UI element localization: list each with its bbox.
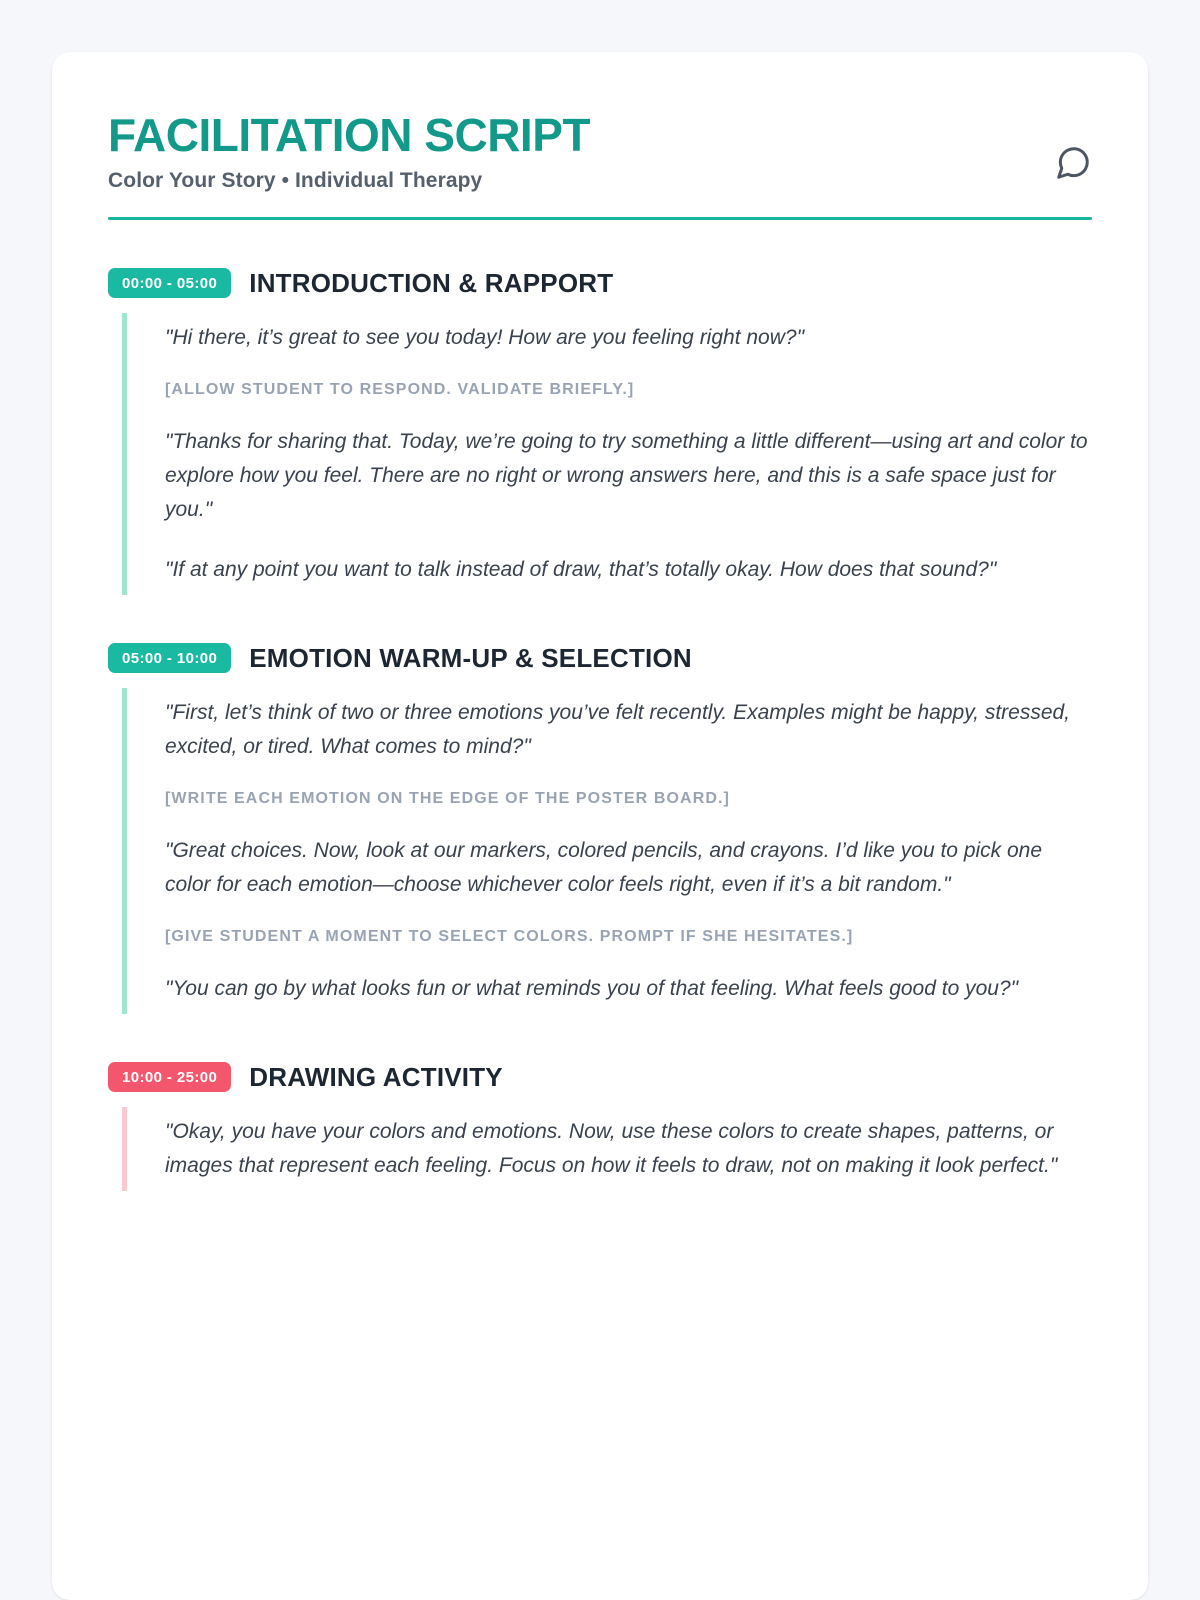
script-line: "Hi there, it’s great to see you today! How are you feeling right now?": [165, 325, 805, 349]
section-time-badge: 00:00 - 05:00: [108, 268, 231, 298]
script-line: "You can go by what looks fun or what reminds you of that feeling. What feels good to you?": [165, 976, 1019, 1000]
document-card: [52, 52, 1148, 1600]
speech-bubble-icon[interactable]: [1054, 144, 1092, 182]
header-text-group: [108, 110, 590, 193]
stage-direction: [GIVE STUDENT A MOMENT TO SELECT COLORS. PROMPT IF SHE HESITATES.]: [165, 927, 854, 945]
section-header: [108, 268, 1092, 299]
section-time-badge: 10:00 - 25:00: [108, 1062, 231, 1092]
section-header: [108, 643, 1092, 674]
script-section: [108, 643, 1092, 1014]
header-divider: [108, 217, 1092, 220]
script-line: "Okay, you have your colors and emotions. Now, use these colors to create shapes, patterns, or images that represent each feeling. Focus on how it feels to draw, not on making it look perfect.": [165, 1119, 1058, 1177]
stage-direction: [WRITE EACH EMOTION ON THE EDGE OF THE POSTER BOARD.]: [165, 789, 730, 807]
script-section: [108, 1062, 1092, 1191]
document-header: [108, 110, 1092, 193]
script-section: [108, 268, 1092, 595]
section-body: [122, 688, 1092, 1014]
stage-direction: [ALLOW STUDENT TO RESPOND. VALIDATE BRIEFLY.]: [165, 380, 635, 398]
section-body: [122, 1107, 1092, 1191]
script-line: "If at any point you want to talk instead of draw, that’s totally okay. How does that sound?": [165, 557, 997, 581]
page-subtitle: Color Your Story • Individual Therapy: [108, 168, 483, 192]
section-header: [108, 1062, 1092, 1093]
section-time-badge: 05:00 - 10:00: [108, 643, 231, 673]
section-body: [122, 313, 1092, 595]
section-title: INTRODUCTION & RAPPORT: [249, 267, 614, 298]
section-title: EMOTION WARM-UP & SELECTION: [249, 642, 692, 673]
script-line: "Great choices. Now, look at our markers, colored pencils, and crayons. I’d like you to pick one color for each emotion—choose whichever color feels right, even if it’s a bit random.": [165, 838, 1043, 896]
section-title: DRAWING ACTIVITY: [249, 1061, 503, 1092]
script-line: "Thanks for sharing that. Today, we’re going to try something a little different—using art and color to explore how you feel. There are no right or wrong answers here, and this is a safe space just for you.": [165, 429, 1088, 521]
script-line: "First, let’s think of two or three emotions you’ve felt recently. Examples might be happy, stressed, excited, or tired. What comes to mind?": [165, 700, 1071, 758]
page-title: FACILITATION SCRIPT: [108, 109, 590, 161]
